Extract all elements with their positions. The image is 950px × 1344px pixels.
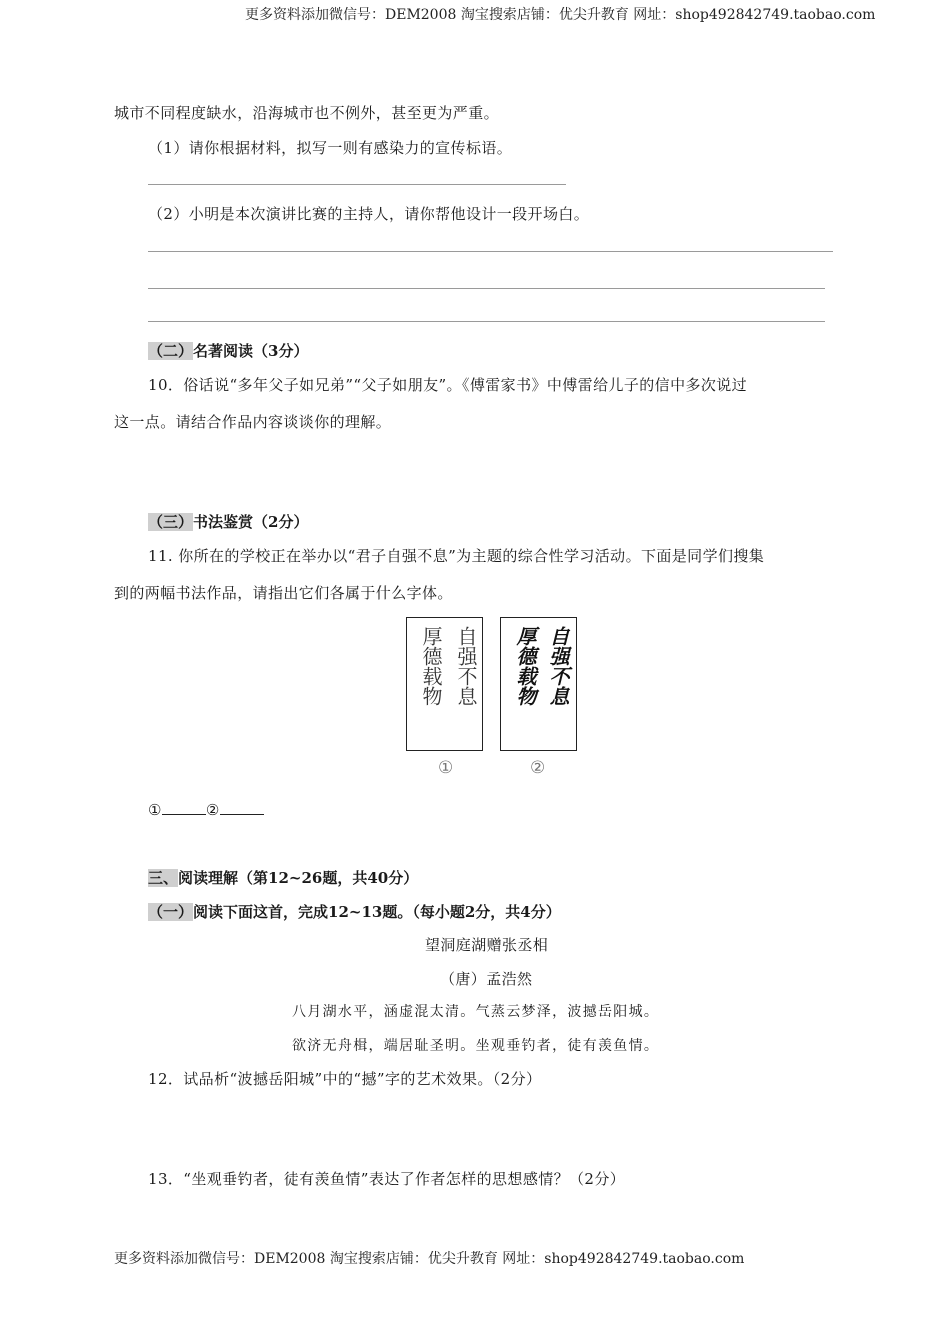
question-12: 12．试品析“波撼岳阳城”中的“撼”字的艺术效果。（2分） <box>148 1070 542 1088</box>
question-10-line2: 这一点。请结合作品内容谈谈你的理解。 <box>114 413 392 431</box>
calligraphy-column-right: 自强不息 <box>546 626 570 706</box>
poem-title: 望洞庭湖赠张丞相 <box>425 936 549 954</box>
calligraphy-column-right: 自强不息 <box>454 626 478 706</box>
calligraphy-work-2 <box>500 617 577 751</box>
question-slogan: （1）请你根据材料，拟写一则有感染力的宣传标语。 <box>148 139 513 157</box>
answer-blanks: ① ② <box>148 800 264 819</box>
figure-label-1: ① <box>438 758 454 778</box>
answer-blank-2[interactable] <box>220 800 264 815</box>
section-heading-calligraphy: （三）书法鉴赏（2分） <box>148 513 309 531</box>
page-footer: 更多资料添加微信号：DEM2008 淘宝搜索店铺：优尖升教育 网址：shop492842749.taobao.com <box>114 1251 745 1267</box>
question-11-line1: 11. 你所在的学校正在举办以“君子自强不息”为主题的综合性学习活动。下面是同学们搜集 <box>148 547 765 565</box>
part-heading-reading: 三、阅读理解（第12~26题，共40分） <box>148 869 419 887</box>
page-header: 更多资料添加微信号：DEM2008 淘宝搜索店铺：优尖升教育 网址：shop492842749.taobao.com <box>245 7 876 23</box>
calligraphy-column-left: 厚德载物 <box>419 626 443 706</box>
answer-line <box>148 251 833 252</box>
intro-line: 城市不同程度缺水，沿海城市也不例外，甚至更为严重。 <box>114 104 500 122</box>
figure-label-2: ② <box>530 758 546 778</box>
poem-line-1: 八月湖水平，涵虚混太清。气蒸云梦泽，波撼岳阳城。 <box>292 1004 660 1020</box>
answer-line <box>148 288 825 289</box>
answer-line <box>148 184 566 185</box>
poem-line-2: 欲济无舟楫，端居耻圣明。坐观垂钓者，徒有羡鱼情。 <box>292 1038 660 1054</box>
question-opening: （2）小明是本次演讲比赛的主持人，请你帮他设计一段开场白。 <box>148 205 590 223</box>
calligraphy-column-left: 厚德载物 <box>513 626 537 706</box>
question-13: 13．“坐观垂钓者，徒有羡鱼情”表达了作者怎样的思想感情？（2分） <box>148 1170 626 1188</box>
section-heading-classics: （二）名著阅读（3分） <box>148 342 309 360</box>
question-10-line1: 10．俗话说“多年父子如兄弟”“父子如朋友”。《傅雷家书》中傅雷给儿子的信中多次说过 <box>148 376 748 394</box>
poem-author: （唐）孟浩然 <box>440 970 533 988</box>
answer-blank-1[interactable] <box>162 800 206 815</box>
calligraphy-work-1 <box>406 617 483 751</box>
answer-line <box>148 321 825 322</box>
question-11-line2: 到的两幅书法作品，请指出它们各属于什么字体。 <box>114 584 453 602</box>
subsection-heading-poem: （一）阅读下面这首，完成12~13题。（每小题2分，共4分） <box>148 903 561 921</box>
